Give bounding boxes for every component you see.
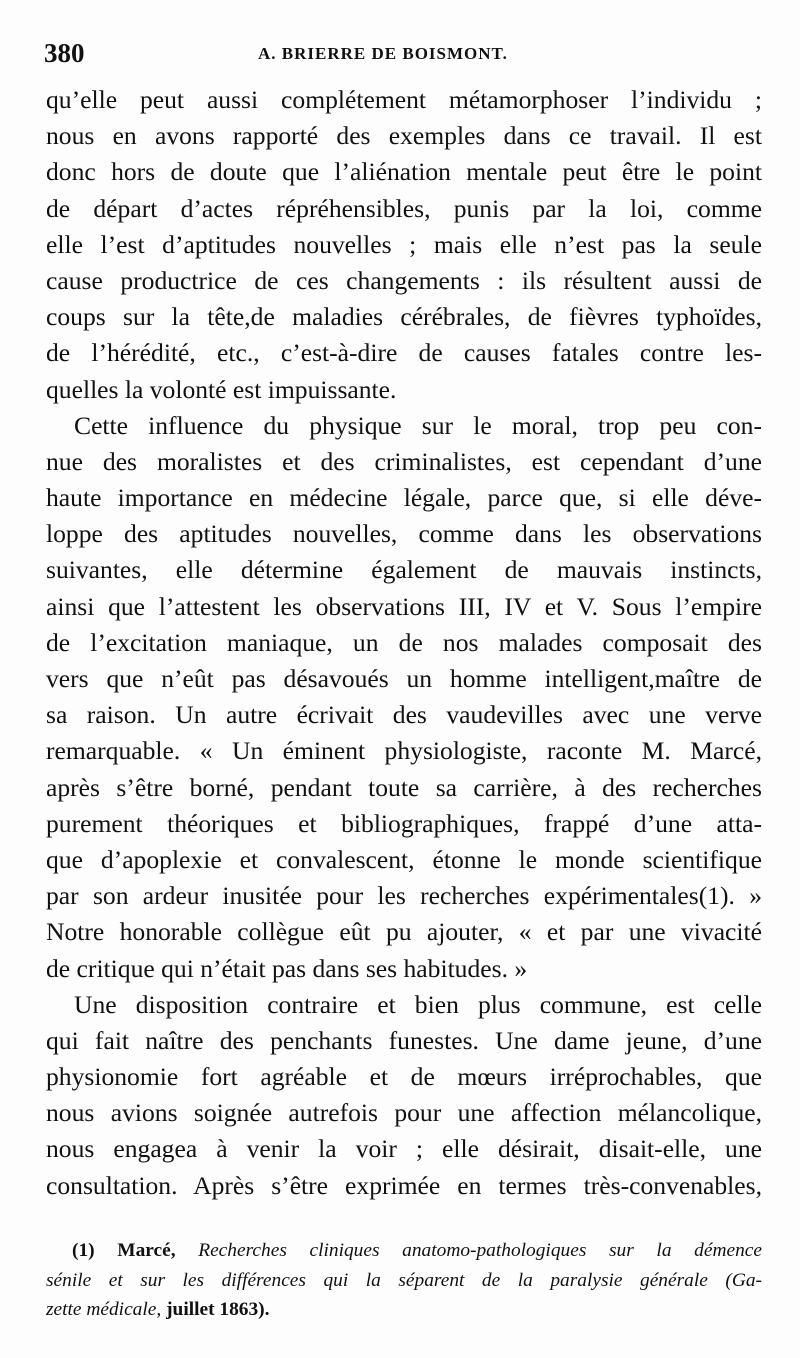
- footnote-title: Recherches cliniques anatomo-pathologiques sur la démence: [198, 1240, 762, 1261]
- text-line: quelles la volonté est impuissante.: [46, 374, 397, 404]
- text-line: nous avions soignée autrefois pour une affection mélancolique,: [46, 1098, 762, 1128]
- text-line: nous engagea à venir la voir ; elle désirait, disait-elle, une: [46, 1134, 762, 1164]
- body-text: [46, 82, 762, 1204]
- text-line: ainsi que l’attestent les observations III, IV et V. Sous l’empire: [46, 591, 762, 621]
- text-line: de critique qui n’était pas dans ses habitudes. »: [46, 953, 528, 983]
- text-line: sa raison. Un autre écrivait des vaudevilles avec une verve: [46, 700, 762, 730]
- running-header: [44, 38, 764, 74]
- text-line: qui fait naître des penchants funestes. Une dame jeune, d’une: [46, 1025, 762, 1055]
- footnote-journal: zette médicale,: [46, 1299, 162, 1320]
- footnote-line: [46, 1295, 762, 1325]
- text-line: vers que n’eût pas désavoués un homme intelligent,maître de: [46, 664, 762, 693]
- text-line: elle l’est d’aptitudes nouvelles ; mais elle n’est pas la seule: [46, 229, 762, 259]
- text-line: par son ardeur inusitée pour les recherches expérimentales(1). »: [46, 881, 762, 911]
- footnote-journal-start: (Ga-: [725, 1269, 762, 1291]
- paragraph-start-line: Cette influence du physique sur le moral, trop peu con-: [74, 410, 762, 440]
- text-line: loppe des aptitudes nouvelles, comme dans les observations: [46, 519, 762, 549]
- text-line: de l’excitation maniaque, un de nos malades composait des: [46, 627, 762, 657]
- text-line: haute importance en médecine légale, parce que, si elle déve-: [46, 483, 762, 513]
- footnote-title: sénile et sur les différences qui la séparent de la paralysie générale: [46, 1269, 708, 1291]
- page-number: 380: [44, 38, 85, 68]
- text-line: donc hors de doute que l’aliénation mentale peut être le point: [46, 157, 762, 187]
- footnote-line: [46, 1266, 762, 1296]
- text-line: Notre honorable collègue eût pu ajouter, « et par une vivacité: [46, 917, 762, 947]
- paragraph-start-line: Une disposition contraire et bien plus commune, est celle: [74, 989, 762, 1019]
- text-line: nous en avons rapporté des exemples dans ce travail. Il est: [46, 121, 762, 151]
- text-line: de l’hérédité, etc., c’est-à-dire de causes fatales contre les-: [46, 338, 762, 368]
- text-line: consultation. Après s’être exprimée en termes très-convenables,: [46, 1170, 762, 1200]
- text-line: qu’elle peut aussi complétement métamorphoser l’individu ;: [46, 85, 762, 114]
- text-line: après s’être borné, pendant toute sa carrière, à des recherches: [46, 772, 762, 802]
- footnote-date: juillet 1863).: [166, 1299, 270, 1320]
- text-line: cause productrice de ces changements : ils résultent aussi de: [46, 265, 762, 295]
- footnote-line: [46, 1236, 762, 1266]
- text-line: nue des moralistes et des criminalistes, est cependant d’une: [46, 446, 762, 476]
- text-line: coups sur la tête,de maladies cérébrales, de fièvres typhoïdes,: [46, 302, 762, 332]
- text-line: suivantes, elle détermine également de mauvais instincts,: [46, 555, 762, 585]
- text-line: que d’apoplexie et convalescent, étonne le monde scientifique: [46, 844, 762, 874]
- footnote-author: Marcé,: [117, 1240, 176, 1261]
- text-line: purement théoriques et bibliographiques, frappé d’une atta-: [46, 808, 762, 838]
- text-line: physionomie fort agréable et de mœurs irréprochables, que: [46, 1062, 762, 1092]
- text-line: remarquable. « Un éminent physiologiste, raconte M. Marcé,: [46, 736, 762, 766]
- text-line: de départ d’actes répréhensibles, punis par la loi, comme: [46, 193, 762, 223]
- footnote-marker: (1): [72, 1240, 95, 1261]
- running-head-title: A. BRIERRE DE BOISMONT.: [258, 44, 508, 63]
- footnote: [46, 1236, 762, 1325]
